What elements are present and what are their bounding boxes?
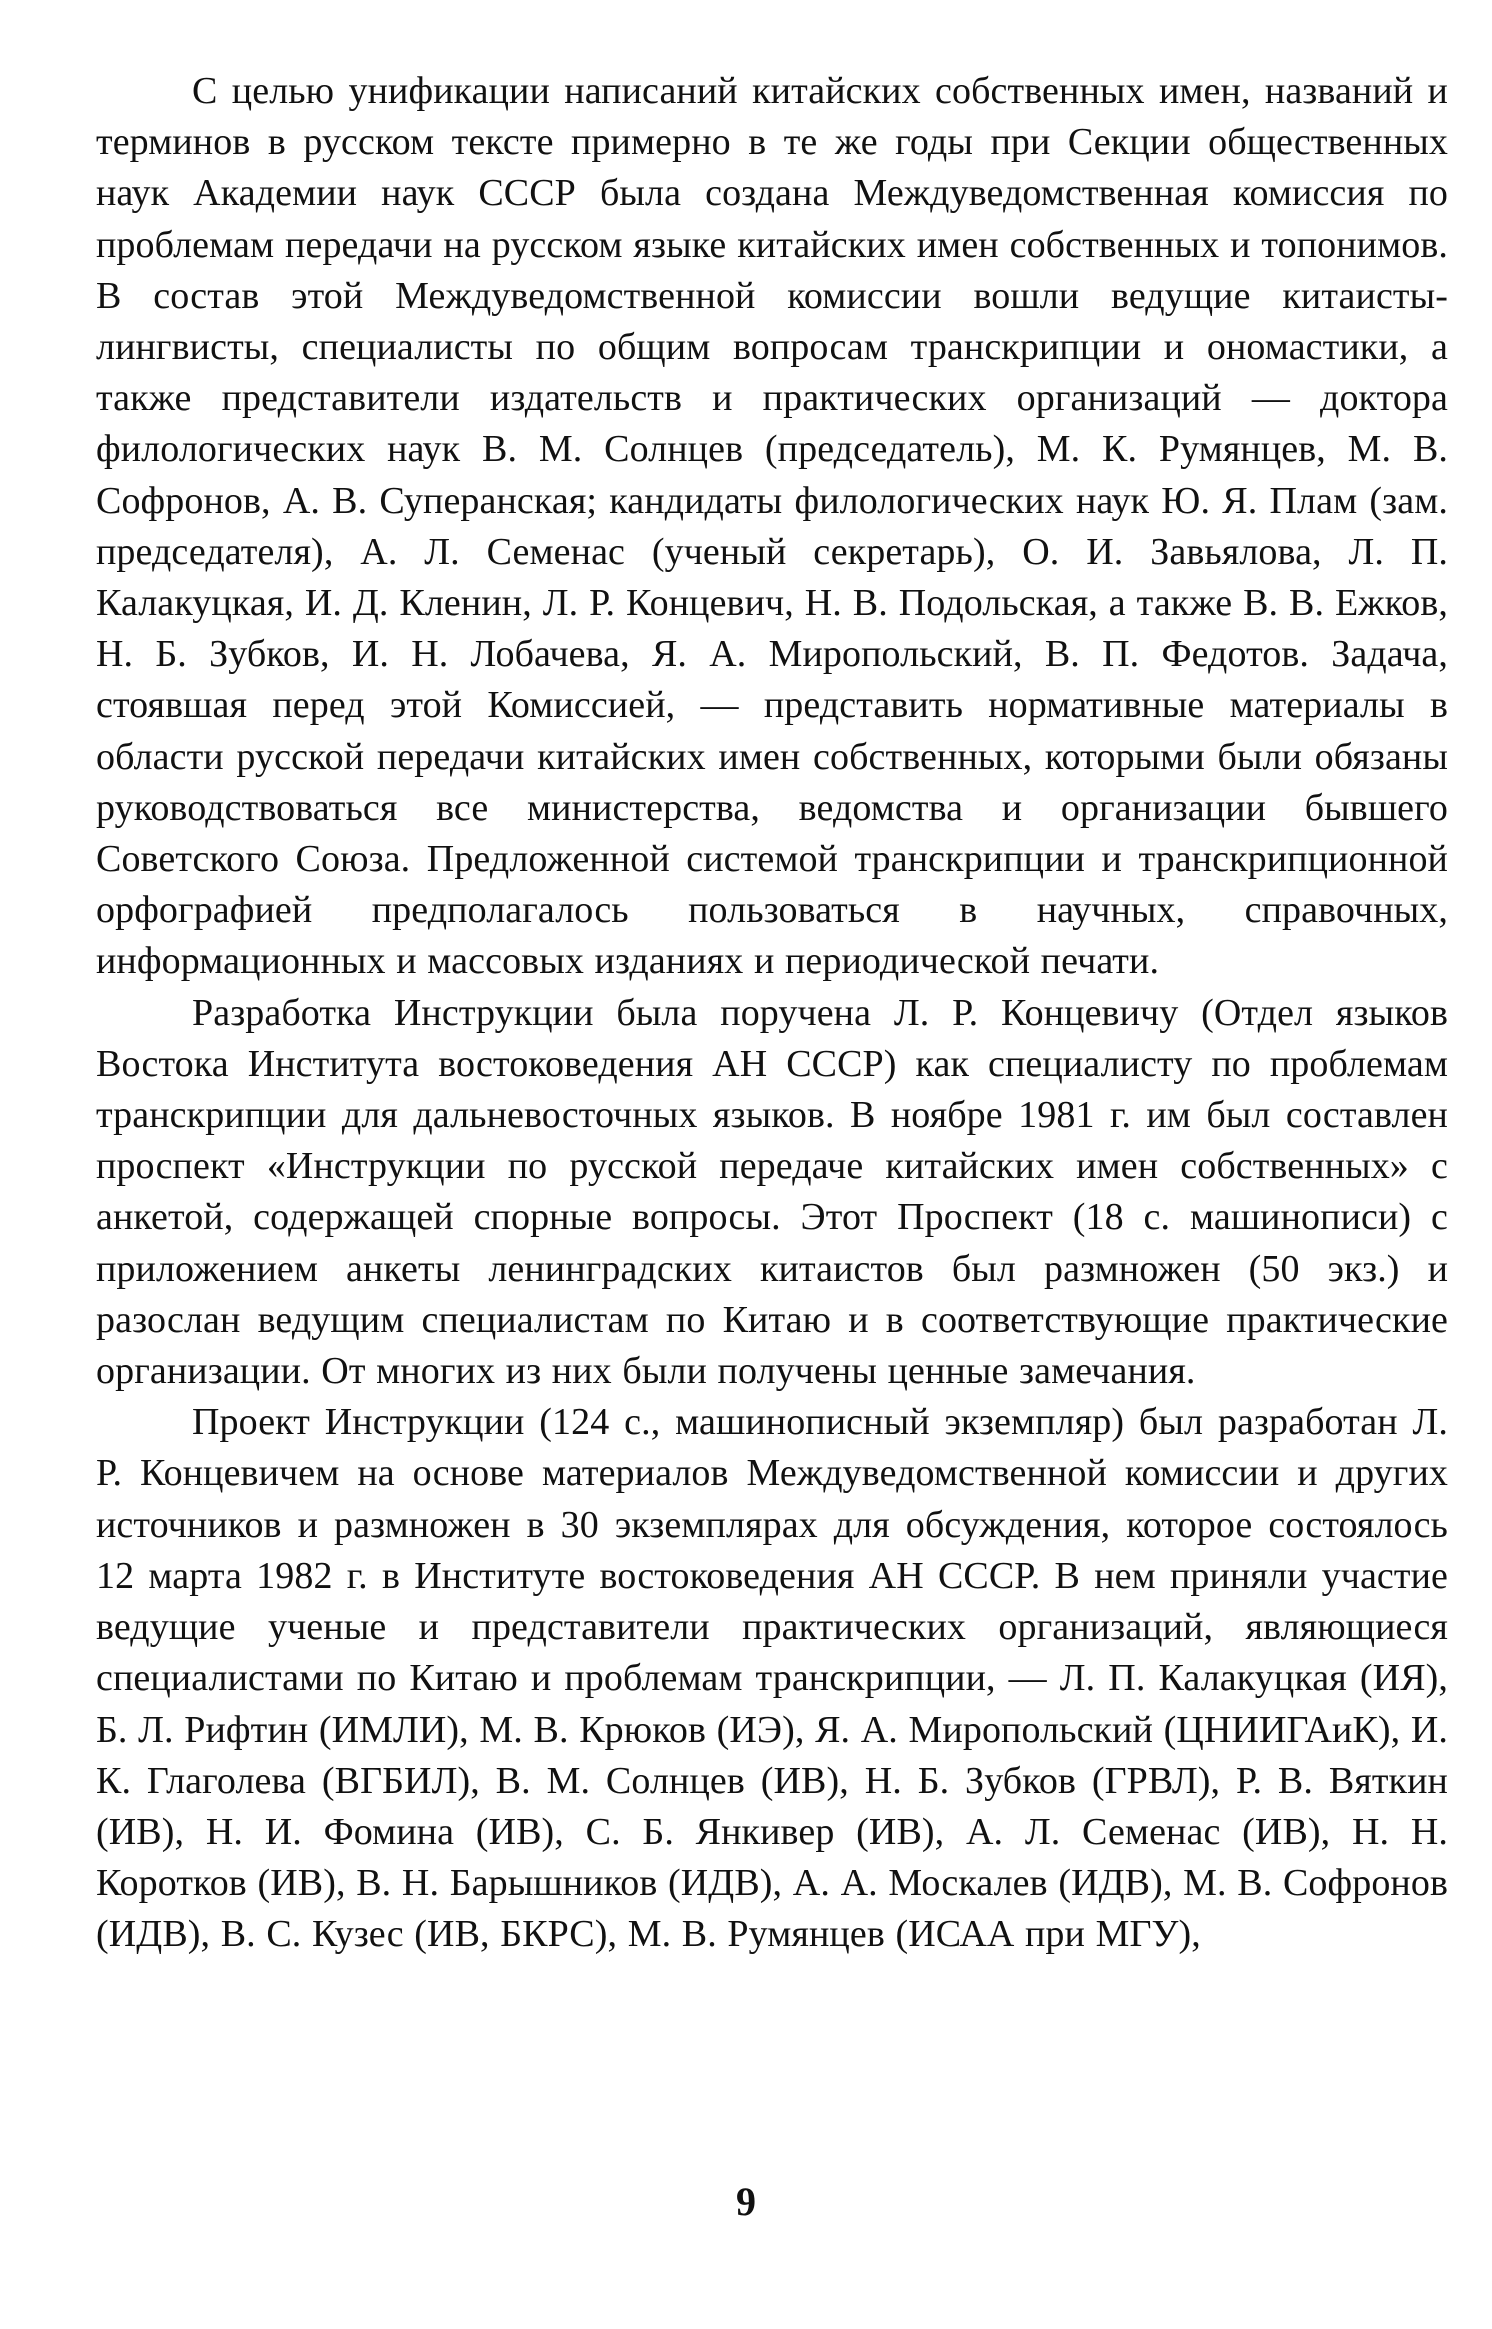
body-text (96, 66, 1448, 1961)
paragraph-1: С целью унификации написаний китайских собственных имен, названий и терминов в русском тексте примерно в те же годы при Секции общественных наук Академии наук СССР была создана Междуведомственная комиссия по проблемам передачи на русском языке китайских имен собственных и топонимов. В состав этой Междуведомственной комиссии вошли ведущие китаисты-лингвисты, специалисты по общим вопросам транскрипции и ономастики, а также представители издательств и практических организаций — доктора филологических наук В. М. Солнцев (председатель), М. К. Румянцев, М. В. Софронов, А. В. Суперанская; кандидаты филологических наук Ю. Я. Плам (зам. председателя), А. Л. Семенас (ученый секретарь), О. И. Завьялова, Л. П. Калакуцкая, И. Д. Кленин, Л. Р. Концевич, Н. В. Подольская, а также В. В. Ежков, Н. Б. Зубков, И. Н. Лобачева, Я. А. Миропольский, В. П. Федотов. Задача, стоявшая перед этой Комиссией, — представить нормативные материалы в области русской передачи китайских имен собственных, которыми были обязаны руководствоваться все министерства, ведомства и организации бывшего Советского Союза. Предложенной системой транскрипции и транскрипционной орфографией предполагалось пользоваться в научных, справочных, информационных и массовых изданиях и периодической печати. (96, 70, 1448, 983)
page-number: 9 (736, 2179, 756, 2224)
paragraph-3: Проект Инструкции (124 с., машинописный экземпляр) был разработан Л. Р. Концевичем на основе материалов Междуведомственной комиссии и других источников и размножен в 30 экземплярах для обсуждения, которое состоялось 12 марта 1982 г. в Институте востоковедения АН СССР. В нем приняли участие ведущие ученые и представители практических организаций, являющиеся специалистами по Китаю и проблемам транскрипции, — Л. П. Калакуцкая (ИЯ), Б. Л. Рифтин (ИМЛИ), М. В. Крюков (ИЭ), Я. А. Миропольский (ЦНИИГАиК), И. К. Глаголева (ВГБИЛ), В. М. Солнцев (ИВ), Н. Б. Зубков (ГРВЛ), Р. В. Вяткин (ИВ), Н. И. Фомина (ИВ), С. Б. Янкивер (ИВ), А. Л. Семенас (ИВ), Н. Н. Коротков (ИВ), В. Н. Барышников (ИДВ), А. А. Москалев (ИДВ), М. В. Софронов (ИДВ), В. С. Кузес (ИВ, БКРС), М. В. Румянцев (ИСАА при МГУ), (96, 1401, 1448, 1956)
paragraph-2: Разработка Инструкции была поручена Л. Р. Концевичу (Отдел языков Востока Института востоковедения АН СССР) как специалисту по проблемам транскрипции для дальневосточных языков. В ноябре 1981 г. им был составлен проспект «Инструкции по русской передаче китайских имен собственных» с анкетой, содержащей спорные вопросы. Этот Проспект (18 с. машинописи) с приложением анкеты ленинградских китаистов был размножен (50 экз.) и разослан ведущим специалистам по Китаю и в соответствующие практические организации. От многих из них были получены ценные замечания. (96, 991, 1448, 1393)
